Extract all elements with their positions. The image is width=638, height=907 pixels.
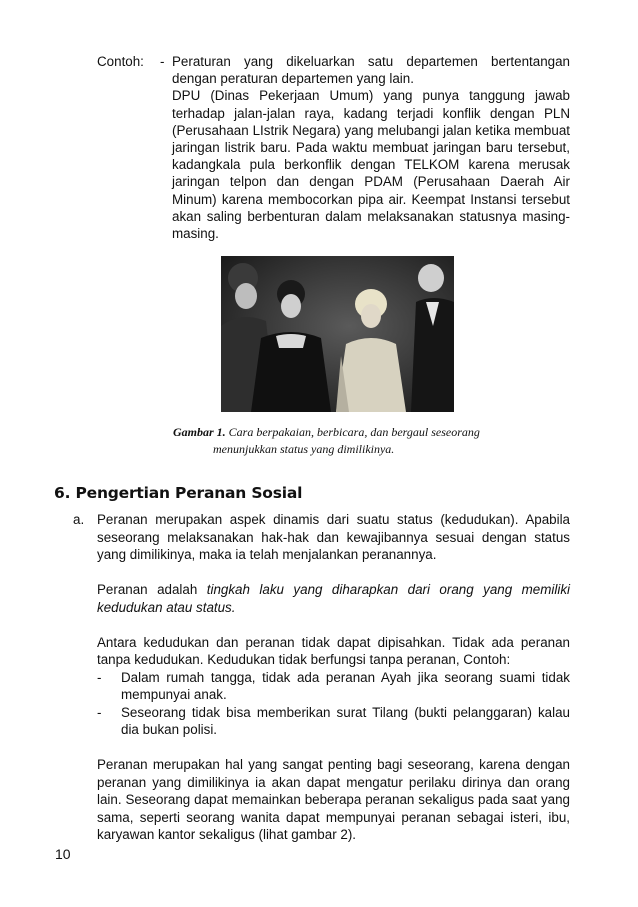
caption-text-line2: menunjukkan status yang dimilikinya.: [213, 442, 395, 456]
definition-prefix: Peranan adalah: [97, 582, 207, 597]
definition-italic: tingkah laku yang diharapkan dari orang yang memiliki kedudukan atau status.: [97, 582, 570, 615]
list-dash: -: [97, 669, 102, 685]
figure-photo: [221, 256, 454, 412]
list-dash: -: [97, 704, 102, 720]
list-item: [97, 704, 570, 739]
contoh-body: [172, 53, 570, 242]
contoh-paragraph-1: Peraturan yang dikeluarkan satu departemen bertentangan dengan peraturan departemen yang lain.: [172, 54, 570, 87]
item-a-paragraph-2: [97, 581, 570, 616]
list-item-text: Dalam rumah tangga, tidak ada peranan Ayah jika seorang suami tidak mempunyai anak.: [121, 669, 570, 702]
page-number: 10: [55, 846, 71, 862]
caption-text-line1: Cara berpakaian, berbicara, dan bergaul seseorang: [228, 425, 480, 439]
contoh-paragraph-2: DPU (Dinas Pekerjaan Umum) yang punya tanggung jawab terhadap jalan-jalan raya, kadang terjadi konflik dengan PLN (Perusahaan LIstrik Negara) yang melubangi jalan ketika membuat jaringan listrik baru. Pada waktu membuat jaringan baru tersebut, kadangkala pula berkonflik dengan TELKOM karena merusak jaringan telpon dan dengan PDAM (Perusahaan Daerah Air Minum) karena membocorkan pipa air. Keempat Instansi tersebut akan saling berbenturan dalam melaksanakan statusnya masing-masing.: [172, 88, 570, 242]
example-list: [97, 669, 570, 739]
photo-illustration: [221, 256, 454, 412]
figure-caption: [173, 424, 523, 458]
item-a-paragraph-4: Peranan merupakan hal yang sangat penting bagi seseorang, karena dengan peranan yang dimilikinya ia akan dapat mengatur perilaku dirinya dan orang lain. Seseorang dapat memainkan beberapa peranan sekaligus pada saat yang sama, seperti seorang wanita dapat mempunyai peranan sebagai isteri, ibu, karyawan kantor sekaligus (lihat gambar 2).: [97, 757, 570, 842]
item-a-marker: a.: [73, 512, 85, 527]
list-item: [97, 669, 570, 704]
contoh-label: Contoh:: [97, 54, 144, 69]
item-a-content: [97, 511, 570, 844]
caption-lead: Gambar 1.: [173, 425, 226, 439]
item-a-paragraph-3: Antara kedudukan dan peranan tidak dapat dipisahkan. Tidak ada peranan tanpa kedudukan. Kedudukan tidak berfungsi tanpa peranan, Contoh:: [97, 634, 570, 667]
item-a-paragraph-1: Peranan merupakan aspek dinamis dari suatu status (kedudukan). Apabila seseorang melaksanakan hak-hak dan kewajibannya sesuai dengan status yang dimilikinya, maka ia telah menjalankan peranannya.: [97, 512, 570, 562]
list-item-text: Seseorang tidak bisa memberikan surat Tilang (bukti pelanggaran) kalau dia bukan polisi.: [121, 704, 570, 737]
section-title: 6. Pengertian Peranan Sosial: [54, 484, 303, 502]
contoh-dash: -: [160, 54, 165, 69]
